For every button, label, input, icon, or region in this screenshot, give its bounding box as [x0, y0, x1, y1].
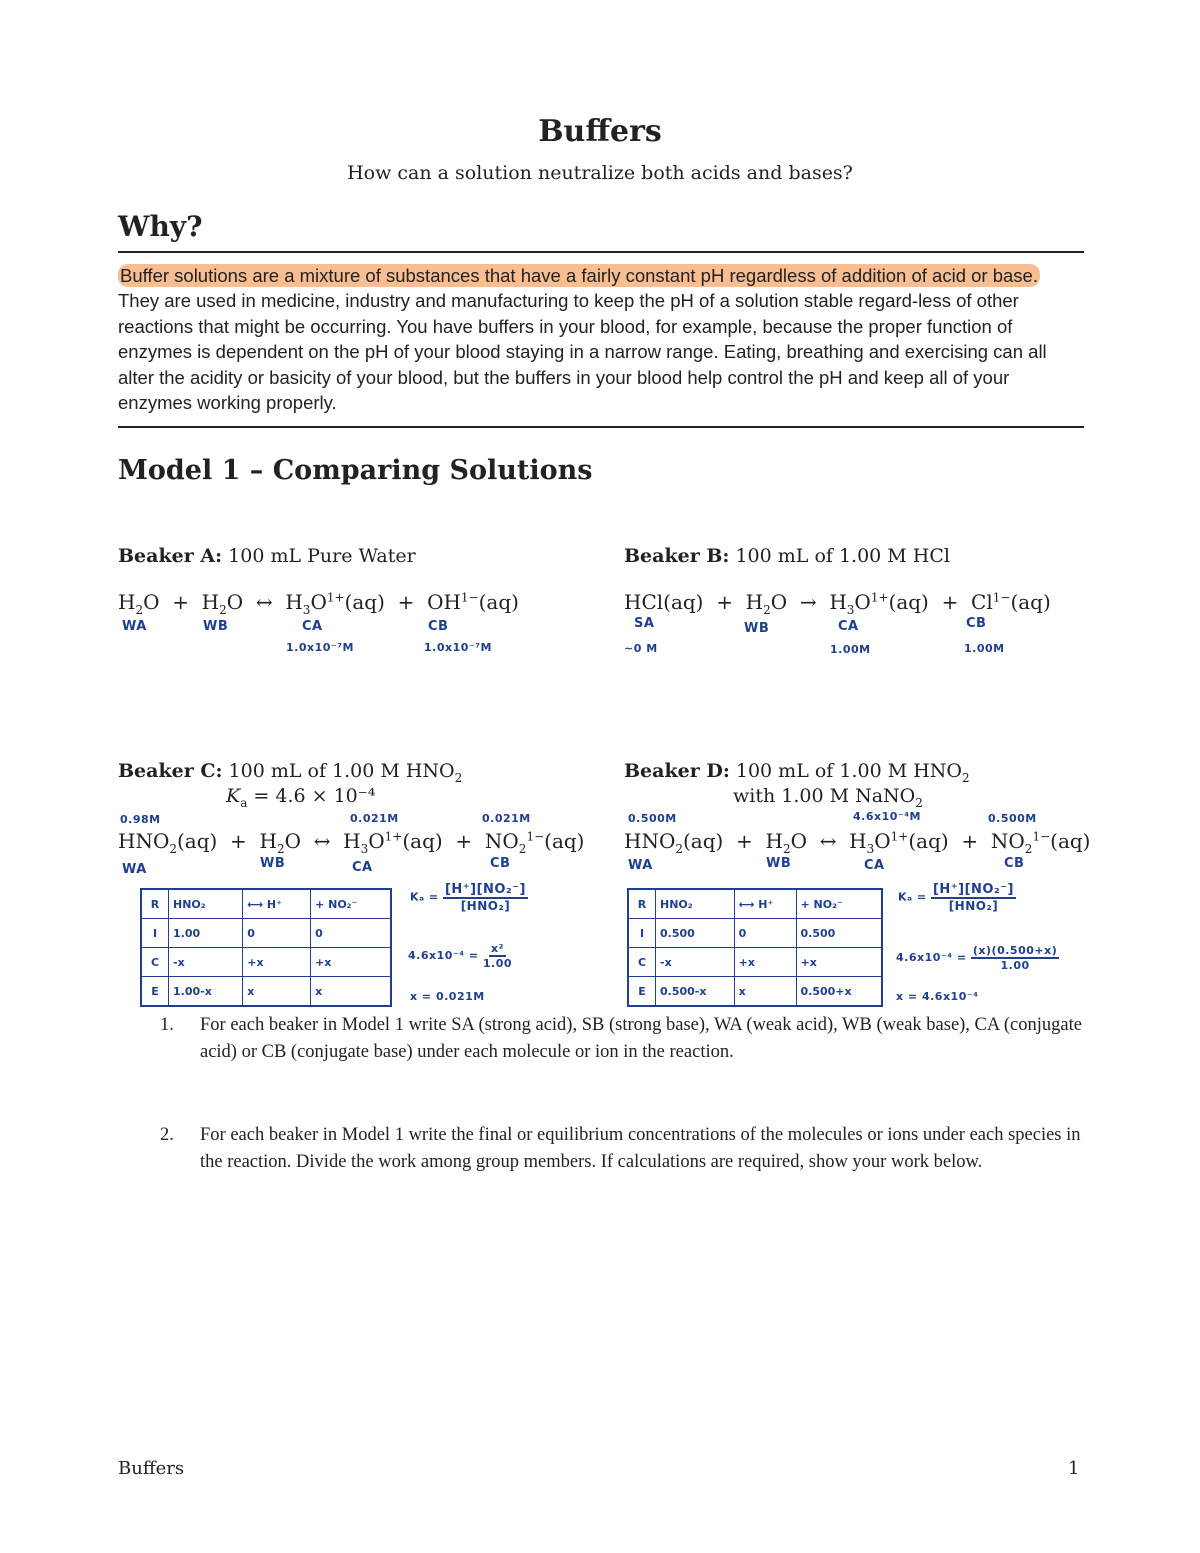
table-row	[141, 977, 391, 1007]
beaker-c-top-ca: 0.021M	[350, 812, 399, 825]
ka-numerator: [H⁺][NO₂⁻]	[932, 882, 1014, 897]
table-cell: +x	[311, 948, 391, 977]
table-cell: + NO₂⁻	[796, 889, 882, 919]
beaker-c-result: x = 0.021M	[410, 990, 485, 1003]
ka-denominator: [HNO₂]	[460, 899, 511, 913]
ka-numerator: [H⁺][NO₂⁻]	[444, 882, 526, 897]
beaker-d-ca: CA	[864, 858, 885, 873]
table-cell: x	[243, 977, 311, 1007]
table-cell: ⟷ H⁺	[734, 889, 796, 919]
table-cell: 0	[243, 919, 311, 948]
table-cell: + NO₂⁻	[311, 889, 391, 919]
beaker-c-header: Beaker C: 100 mL of 1.00 M $HNO_2$	[118, 760, 463, 785]
table-cell: +x	[734, 948, 796, 977]
table-row	[141, 948, 391, 977]
beaker-d-equation: $HNO_2(aq) + H_2O$ ↔ $H_3O^{1+}(aq) + NO_2^{1-}(aq)$	[624, 829, 1091, 856]
why-paragraph	[118, 263, 1084, 415]
ka-prefix: Kₐ =	[410, 890, 439, 904]
beaker-b-cb: CB	[966, 616, 987, 631]
beaker-c-wb: WB	[260, 856, 286, 871]
table-cell: x	[734, 977, 796, 1007]
beaker-a-ca: CA	[302, 619, 323, 634]
table-cell: 0.500	[796, 919, 882, 948]
beaker-c-desc: 100 mL of 1.00 M HNO	[228, 760, 455, 782]
table-cell: 1.00-x	[169, 977, 243, 1007]
beaker-c-top-cb: 0.021M	[482, 812, 531, 825]
beaker-a-wb: WB	[203, 619, 229, 634]
beaker-c-top-acid: 0.98M	[120, 813, 161, 826]
table-cell: E	[141, 977, 169, 1007]
footer-title: Buffers	[118, 1458, 185, 1479]
beaker-b-sa: SA	[634, 616, 655, 631]
calc-left: 4.6x10⁻⁴ =	[408, 949, 479, 962]
calc-numerator: x²	[491, 942, 504, 955]
beaker-d-top-acid: 0.500M	[628, 812, 677, 825]
beaker-d-wb: WB	[766, 856, 792, 871]
beaker-b-conc-cb: 1.00M	[964, 642, 1005, 655]
ka-prefix: Kₐ =	[898, 890, 927, 904]
table-cell: R	[141, 889, 169, 919]
table-cell: 0.500-x	[656, 977, 735, 1007]
table-cell: HNO₂	[656, 889, 735, 919]
table-cell: -x	[656, 948, 735, 977]
model-heading: Model 1 – Comparing Solutions	[118, 455, 593, 486]
beaker-a-conc-cb: 1.0x10⁻⁷M	[424, 641, 492, 654]
beaker-d-desc: 100 mL of 1.00 M HNO	[735, 760, 962, 782]
table-cell: I	[141, 919, 169, 948]
beaker-d-header: Beaker D: 100 mL of 1.00 M $HNO_2$	[624, 760, 970, 785]
table-cell: x	[311, 977, 391, 1007]
page-number: 1	[1068, 1458, 1080, 1479]
table-cell: 0.500	[656, 919, 735, 948]
table-cell: +x	[796, 948, 882, 977]
question-1-number: 1.	[160, 1015, 174, 1035]
table-row	[628, 889, 882, 919]
table-cell: 0	[734, 919, 796, 948]
why-heading: Why?	[118, 210, 203, 243]
beaker-c-ca: CA	[352, 860, 373, 875]
beaker-b-ca: CA	[838, 619, 859, 634]
beaker-d-desc2: with 1.00 M NaNO	[733, 785, 916, 807]
highlighted-text: Buffer solutions are a mixture of substances that have a fairly constant pH regardless of addition of acid or base.	[120, 265, 1038, 286]
beaker-b-conc-ca: 1.00M	[830, 643, 871, 656]
beaker-b-label: Beaker B:	[624, 545, 730, 567]
beaker-c-ka-value: = 4.6 × 10⁻⁴	[253, 785, 376, 807]
divider-bottom	[118, 426, 1084, 428]
divider-top	[118, 251, 1084, 253]
table-row	[628, 948, 882, 977]
table-cell: 0	[311, 919, 391, 948]
beaker-d-desc2-line: with 1.00 M NaNO$_2$	[733, 785, 923, 810]
beaker-d-label: Beaker D:	[624, 760, 730, 782]
table-cell: HNO₂	[169, 889, 243, 919]
question-2	[160, 1122, 1090, 1176]
beaker-d-ka-expression	[898, 882, 1016, 913]
beaker-a-label: Beaker A:	[118, 545, 223, 567]
calc-denominator: 1.00	[482, 957, 513, 970]
beaker-c-ka: $K_a = 4.6 \times 10^{-4}$	[226, 785, 376, 810]
table-row	[141, 889, 391, 919]
question-1	[160, 1012, 1090, 1066]
calc-numerator: (x)(0.500+x)	[972, 944, 1058, 957]
table-cell: ⟷ H⁺	[243, 889, 311, 919]
beaker-d-calc	[896, 944, 1059, 972]
beaker-a-conc-ca: 1.0x10⁻⁷M	[286, 641, 354, 654]
question-2-number: 2.	[160, 1125, 174, 1145]
beaker-a-wa: WA	[122, 619, 147, 634]
beaker-d-wa: WA	[628, 858, 653, 873]
beaker-b-header	[624, 545, 950, 567]
table-cell: R	[628, 889, 656, 919]
calc-left: 4.6x10⁻⁴ =	[896, 951, 967, 964]
beaker-b-conc-sa: ~0 M	[624, 642, 658, 655]
beaker-b-wb: WB	[744, 621, 770, 636]
beaker-c-ice-table	[140, 888, 392, 1007]
ka-denominator: [HNO₂]	[948, 899, 999, 913]
table-row	[628, 919, 882, 948]
page-subtitle: How can a solution neutralize both acids and bases?	[347, 162, 853, 184]
beaker-d-top-ca: 4.6x10⁻⁴M	[853, 810, 921, 823]
beaker-c-equation: $HNO_2(aq) + H_2O$ ↔ $H_3O^{1+}(aq) + NO_2^{1-}(aq)$	[118, 829, 585, 856]
table-cell: +x	[243, 948, 311, 977]
beaker-b-equation: $HCl(aq) + H_2O \to H_3O^{1+}(aq) + Cl^{1-}(aq)$	[624, 590, 1051, 617]
beaker-b-desc: 100 mL of 1.00 M HCl	[735, 545, 950, 567]
beaker-a-desc: 100 mL Pure Water	[228, 545, 416, 567]
table-row	[628, 977, 882, 1007]
beaker-c-wa: WA	[122, 862, 147, 877]
beaker-d-top-cb: 0.500M	[988, 812, 1037, 825]
table-cell: 1.00	[169, 919, 243, 948]
beaker-a-header	[118, 545, 416, 567]
beaker-c-ka-expression	[410, 882, 528, 913]
beaker-c-calc	[408, 942, 512, 970]
beaker-a-cb: CB	[428, 619, 449, 634]
beaker-c-cb: CB	[490, 856, 511, 871]
beaker-d-cb: CB	[1004, 856, 1025, 871]
question-1-text: For each beaker in Model 1 write SA (strong acid), SB (strong base), WA (weak acid), WB (weak base), CA (conjugate acid) or CB (conjugate base) under each molecule or ion in the reaction.	[200, 1015, 1082, 1062]
table-cell: -x	[169, 948, 243, 977]
beaker-a-equation: $H_2O + H_2O$ ↔ $H_3O^{1+}(aq) + OH^{1-}(aq)$	[118, 590, 519, 617]
table-cell: C	[141, 948, 169, 977]
table-cell: E	[628, 977, 656, 1007]
question-2-text: For each beaker in Model 1 write the final or equilibrium concentrations of the molecules or ions under each species in the reaction. Divide the work among group members. If calculations are required, show your work below.	[200, 1125, 1081, 1172]
paragraph-text: They are used in medicine, industry and manufacturing to keep the pH of a solution stable regard-less of other reactions that might be occurring. You have buffers in your blood, for example, because the proper function of enzymes is dependent on the pH of your blood staying in a narrow range. Eating, breathing and exercising can all alter the acidity or basicity of your blood, but the buffers in your blood help control the pH and keep all of your enzymes working properly.	[118, 290, 1047, 414]
beaker-d-result: x = 4.6x10⁻⁴	[896, 990, 979, 1003]
page-title: Buffers	[538, 114, 662, 149]
beaker-d-ice-table	[627, 888, 883, 1007]
table-cell: C	[628, 948, 656, 977]
table-row	[141, 919, 391, 948]
calc-denominator: 1.00	[1000, 959, 1030, 972]
beaker-c-label: Beaker C:	[118, 760, 223, 782]
table-cell: 0.500+x	[796, 977, 882, 1007]
table-cell: I	[628, 919, 656, 948]
